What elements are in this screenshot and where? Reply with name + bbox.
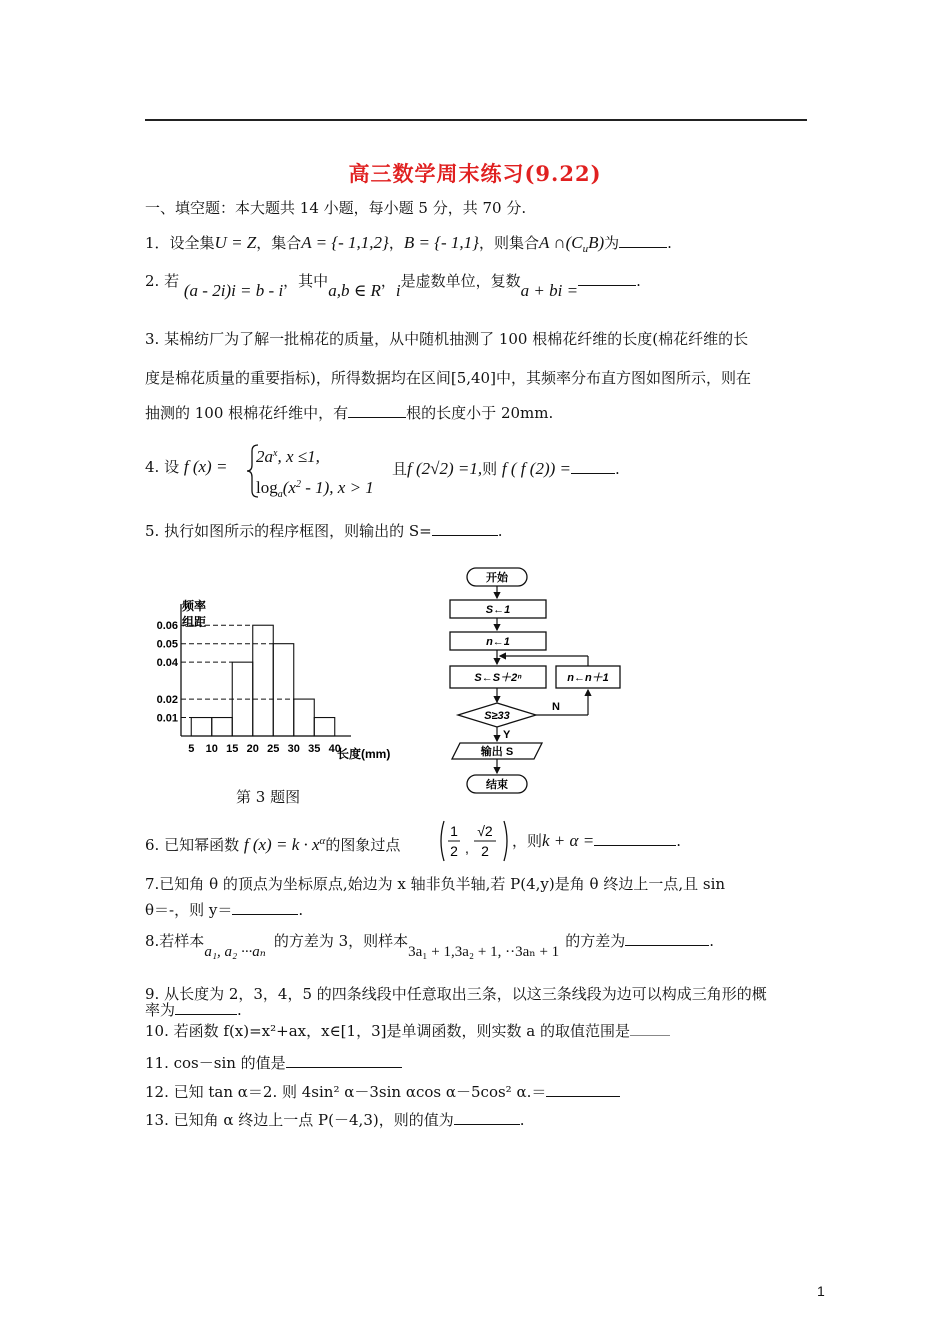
histogram-y-tick-label: 0.06 bbox=[156, 620, 178, 633]
flow-n-init-label: n←1 bbox=[486, 636, 510, 648]
histogram-x-tick-label: 35 bbox=[308, 743, 321, 755]
histogram-bar bbox=[191, 718, 212, 736]
answer-blank bbox=[232, 900, 298, 915]
histogram-y-tick-label: 0.04 bbox=[156, 657, 178, 670]
question-1: 1．设全集U = Z，集合A = {- 1,1,2}，B = {- 1,1}，则集合A $\cap(C_uB)$为 . bbox=[145, 233, 672, 255]
question-3-line-2: 度是棉花质量的重要指标)，所得数据均在区间[5,40]中，其频率分布直方图如图所示，则在 bbox=[145, 369, 751, 387]
histogram-bar bbox=[253, 625, 274, 736]
histogram-caption: 第 3 题图 bbox=[236, 788, 301, 806]
question-12: 12. 已知 tan α＝2. 则 4sin² α－3sin αcos α－5cos² α.＝ bbox=[145, 1081, 620, 1103]
question-4: 4. 设 f (x) = bbox=[145, 457, 228, 476]
flow-s-init-label: S←1 bbox=[485, 604, 511, 616]
flow-start-label: 开始 bbox=[486, 572, 508, 584]
question-2: 2. 若 (a - 2i)i = b - i，其中a,b ∈ R，i是虚数单位，复数a + bi = . bbox=[145, 272, 641, 300]
flow-output-label: 输出 S bbox=[480, 746, 514, 758]
answer-blank bbox=[594, 831, 676, 846]
question-13: 13. 已知角 α 终边上一点 P(－4,3)，则的值为 . bbox=[145, 1111, 525, 1129]
histogram-y-tick-label: 0.05 bbox=[156, 638, 178, 651]
question-7-line-2: θ＝-，则 y＝ . bbox=[145, 901, 304, 919]
svg-text:,: , bbox=[465, 840, 469, 856]
answer-blank bbox=[619, 233, 667, 248]
fraction-1-denominator: 2 bbox=[450, 843, 458, 859]
histogram-bar bbox=[273, 644, 294, 736]
question-6-tail: ，则k + α = . bbox=[512, 831, 681, 850]
answer-blank bbox=[571, 459, 615, 474]
question-3-line-3: 抽测的 100 根棉花纤维中，有 根的长度小于 20mm. bbox=[145, 404, 554, 422]
fraction-2-numerator: √2 bbox=[477, 823, 493, 839]
fraction-1-numerator: 1 bbox=[450, 823, 458, 839]
piecewise-case-2: $\log_a(x^2 - 1)$, x > 1 bbox=[256, 478, 374, 500]
question-11: 11. cos－sin 的值是 bbox=[145, 1052, 402, 1074]
histogram-xlabel: 长度(mm) bbox=[337, 747, 391, 761]
flowchart-figure bbox=[440, 560, 640, 800]
flow-end-label: 结束 bbox=[486, 779, 508, 791]
point-coordinates bbox=[438, 819, 510, 863]
answer-blank bbox=[432, 521, 498, 536]
histogram-x-tick-label: 20 bbox=[246, 743, 259, 755]
flow-condition-label: S≥33 bbox=[484, 710, 510, 722]
question-10: 10. 若函数 f(x)=x²+ax，x∈[1，3]是单调函数，则实数 a 的取值范围是 bbox=[145, 1020, 670, 1042]
question-5: 5. 执行如图所示的程序框图，则输出的 S= . bbox=[145, 522, 503, 540]
flow-no-label: N bbox=[552, 701, 560, 713]
piecewise-case-1: $2a^x$, x ≤1, bbox=[256, 447, 320, 466]
question-6: 6. 已知幂函数 f $(x) = k \cdot x^\alpha$的图象过点 bbox=[145, 835, 401, 854]
question-3-line-1: 3. 某棉纺厂为了解一批棉花的质量，从中随机抽测了 100 根棉花纤维的长度(棉花纤维的长 bbox=[145, 330, 749, 348]
flow-update-label: S←S＋2ⁿ bbox=[474, 672, 522, 684]
page-number: 1 bbox=[817, 1283, 825, 1299]
flow-yes-label: Y bbox=[503, 729, 511, 741]
question-4-tail: 且f (2√2) =1,则 f ( f (2)) = . bbox=[392, 459, 620, 478]
answer-blank bbox=[348, 403, 406, 418]
answer-blank bbox=[578, 271, 636, 286]
answer-blank bbox=[454, 1110, 520, 1125]
page-title: 高三数学周末练习(9.22) bbox=[348, 161, 602, 186]
header-rule bbox=[145, 119, 807, 121]
histogram-y-tick-label: 0.01 bbox=[156, 712, 178, 725]
answer-blank bbox=[286, 1053, 402, 1068]
histogram-ylabel-top: 频率 bbox=[182, 599, 207, 613]
question-9-line-2: 率为 . bbox=[145, 1001, 242, 1019]
histogram-x-tick-label: 25 bbox=[267, 743, 280, 755]
fraction-2-denominator: 2 bbox=[481, 843, 489, 859]
question-9-line-1: 9. 从长度为 2，3，4，5 的四条线段中任意取出三条，以这三条线段为边可以构成三角形的概 bbox=[145, 985, 767, 1003]
histogram-ylabel-bottom: 组距 bbox=[182, 615, 207, 629]
histogram-y-tick-label: 0.02 bbox=[156, 694, 178, 707]
answer-blank bbox=[546, 1082, 620, 1097]
histogram-x-tick-label: 40 bbox=[328, 743, 341, 755]
answer-blank bbox=[630, 1021, 670, 1036]
histogram-figure bbox=[145, 590, 405, 775]
histogram-bar bbox=[314, 718, 335, 736]
question-7-line-1: 7.已知角 θ 的顶点为坐标原点,始边为 x 轴非负半轴,若 P(4,y)是角 θ 终边上一点,且 sin bbox=[145, 875, 726, 893]
histogram-x-tick-label: 5 bbox=[188, 743, 195, 755]
answer-blank bbox=[175, 1000, 237, 1015]
histogram-bar bbox=[294, 699, 315, 736]
histogram-x-tick-label: 30 bbox=[287, 743, 300, 755]
section-heading: 一、填空题：本大题共 14 小题，每小题 5 分，共 70 分. bbox=[145, 199, 527, 217]
flow-increment-label: n←n＋1 bbox=[567, 672, 609, 684]
question-8: 8.若样本a₁, a₂ ···aₙ的方差为 3，则样本3a₁ + 1,3a₂ + 1, ··3aₙ + 1的方差为 . bbox=[145, 932, 714, 960]
histogram-chart bbox=[145, 590, 405, 775]
histogram-x-tick-label: 10 bbox=[205, 743, 218, 755]
histogram-x-tick-label: 15 bbox=[226, 743, 239, 755]
histogram-bar bbox=[212, 718, 233, 736]
answer-blank bbox=[625, 931, 709, 946]
